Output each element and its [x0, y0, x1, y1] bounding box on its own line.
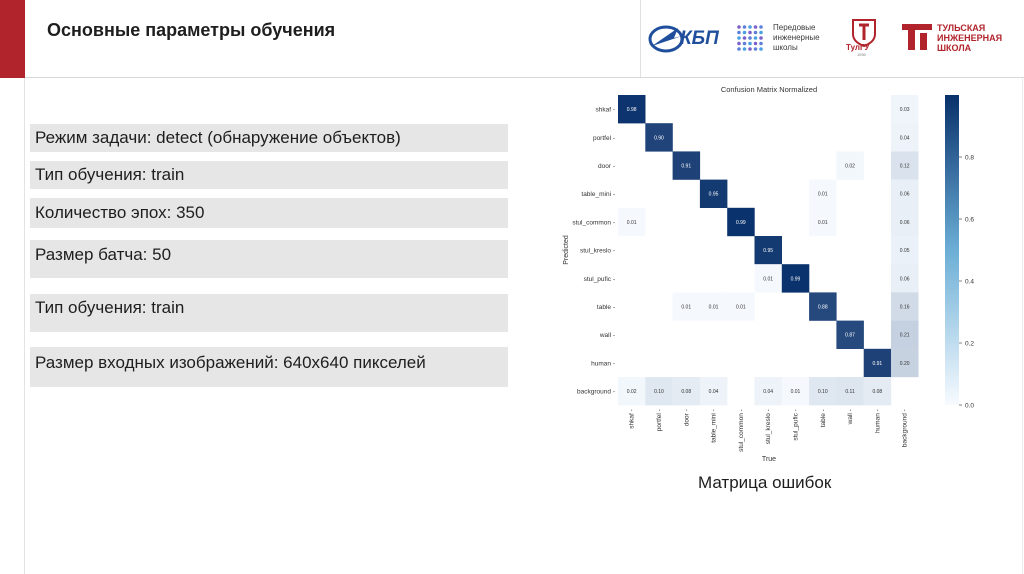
- pish-dot: [759, 31, 763, 35]
- pish-dot: [754, 25, 758, 29]
- cell-value-label: 0.01: [817, 191, 828, 198]
- y-tick-label: wall -: [599, 332, 615, 340]
- colorbar-tick-label: 0.6: [965, 216, 975, 224]
- cell-value-label: 0.12: [899, 163, 910, 170]
- y-tick-label: shkaf -: [595, 106, 615, 114]
- pish-dot: [743, 47, 747, 51]
- confusion-matrix-chart: [555, 80, 995, 470]
- cell-value-label: 0.21: [899, 332, 910, 339]
- cell-value-label: 0.90: [654, 135, 664, 142]
- cell-value-label: 0.99: [735, 219, 746, 226]
- cell-value-label: 0.91: [872, 360, 883, 367]
- chart-caption: Матрица ошибок: [698, 473, 832, 492]
- header-divider-line: [25, 77, 1024, 78]
- tis-logo-text: ТУЛЬСКАЯ ИНЖЕНЕРНАЯ ШКОЛА: [937, 23, 1003, 53]
- cell-value-label: 0.04: [708, 389, 719, 396]
- cell-value-label: 0.98: [626, 107, 637, 114]
- y-tick-label: table_mini -: [581, 191, 615, 199]
- param-image-size: Размер входных изображений: 640x640 пикселей: [30, 347, 508, 387]
- x-tick-label: background -: [901, 409, 909, 448]
- cell-value-label: 0.01: [763, 276, 774, 283]
- colorbar-tick-label: 0.2: [965, 340, 975, 348]
- cell-value-label: 0.87: [845, 332, 855, 339]
- cell-value-label: 0.01: [708, 304, 719, 311]
- cell-value-label: 0.06: [899, 276, 910, 283]
- cell-value-label: 0.01: [817, 219, 828, 226]
- cell-value-label: 0.06: [899, 191, 910, 198]
- x-tick-label: shkaf -: [628, 409, 636, 429]
- chart-xlabel: True: [761, 456, 777, 463]
- colorbar: [945, 95, 959, 405]
- cell-value-label: 0.16: [899, 304, 910, 311]
- y-tick-label: background -: [577, 388, 615, 396]
- pish-dot: [759, 42, 763, 46]
- cell-value-label: 0.91: [681, 163, 692, 170]
- pish-dot: [737, 47, 741, 51]
- cell-value-label: 0.08: [681, 389, 692, 396]
- cell-value-label: 0.10: [654, 389, 664, 396]
- tulgu-logo-text: ТулГУ: [846, 43, 870, 52]
- x-tick-label: wall -: [847, 409, 855, 425]
- cell-value-label: 0.95: [708, 191, 719, 198]
- x-tick-label: stul_common -: [737, 409, 745, 452]
- pish-dot: [743, 31, 747, 35]
- cell-value-label: 0.04: [899, 135, 910, 142]
- header-vertical-divider: [640, 0, 641, 77]
- y-tick-label: portfel -: [592, 134, 615, 142]
- cell-value-label: 0.01: [735, 304, 746, 311]
- x-tick-label: table -: [819, 409, 827, 428]
- pish-dot: [737, 25, 741, 29]
- cell-value-label: 0.01: [790, 389, 801, 396]
- cell-value-label: 0.11: [845, 389, 855, 396]
- right-border-line: [1022, 78, 1023, 574]
- pish-dot: [743, 42, 747, 46]
- page-title: Основные параметры обучения: [47, 20, 336, 40]
- cell-value-label: 0.05: [899, 248, 910, 255]
- colorbar-tick-label: 0.0: [965, 402, 975, 410]
- pish-dot: [759, 25, 763, 29]
- y-tick-label: stul_common -: [572, 219, 615, 227]
- pish-dot: [737, 31, 741, 35]
- pish-dot: [759, 47, 763, 51]
- pish-dot: [754, 42, 758, 46]
- cell-value-label: 0.02: [626, 389, 637, 396]
- left-border-line: [24, 78, 25, 574]
- y-tick-label: door -: [598, 163, 615, 170]
- pish-dot: [748, 25, 752, 29]
- cell-value-label: 0.20: [899, 360, 910, 367]
- pish-dot: [754, 47, 758, 51]
- pish-dot: [748, 47, 752, 51]
- pish-dot: [754, 31, 758, 35]
- pish-dot: [743, 25, 747, 29]
- pish-dot: [754, 36, 758, 40]
- cell-value-label: 0.01: [681, 304, 692, 311]
- cell-value-label: 0.10: [817, 389, 828, 396]
- param-train-type-2: Тип обучения: train: [30, 294, 508, 332]
- tulgu-year: 1930: [857, 52, 866, 57]
- colorbar-tick-label: 0.4: [965, 278, 975, 286]
- x-tick-label: human -: [874, 409, 882, 434]
- cell-value-label: 0.06: [899, 219, 910, 226]
- pish-logo-text: Передовые инженерные школы: [773, 23, 820, 52]
- x-tick-label: stul_pufic -: [792, 409, 800, 441]
- y-tick-label: stul_pufic -: [583, 275, 615, 283]
- pish-dot: [748, 36, 752, 40]
- cell-value-label: 0.08: [872, 389, 883, 396]
- pish-dot: [737, 36, 741, 40]
- pish-dot: [737, 42, 741, 46]
- colorbar-tick-label: 0.8: [965, 154, 975, 162]
- chart-title: Confusion Matrix Normalized: [720, 85, 818, 94]
- pish-dot: [748, 31, 752, 35]
- cell-value-label: 0.88: [817, 304, 828, 311]
- param-epochs: Количество эпох: 350: [30, 198, 508, 228]
- cell-value-label: 0.02: [845, 163, 855, 170]
- chart-ylabel: Predicted: [563, 235, 570, 265]
- y-tick-label: stul_kreslo -: [579, 247, 615, 255]
- cell-value-label: 0.99: [790, 276, 801, 283]
- param-batch-size: Размер батча: 50: [30, 240, 508, 278]
- cell-value-label: 0.01: [626, 219, 637, 226]
- param-train-type: Тип обучения: train: [30, 161, 508, 189]
- param-task-mode: Режим задачи: detect (обнаружение объектов): [30, 124, 508, 152]
- x-tick-label: door -: [683, 409, 691, 427]
- y-tick-label: human -: [591, 360, 615, 368]
- kbp-logo-text: КБП: [680, 28, 719, 49]
- pish-dot: [743, 36, 747, 40]
- cell-value-label: 0.95: [763, 248, 774, 255]
- cell-value-label: 0.03: [899, 107, 910, 114]
- pish-logo-icon: [736, 24, 764, 52]
- pish-dot: [748, 42, 752, 46]
- y-tick-label: table -: [596, 304, 615, 311]
- tis-logo-icon: [902, 24, 932, 50]
- cell-value-label: 0.04: [763, 389, 774, 396]
- pish-dot: [759, 36, 763, 40]
- x-tick-label: portfel -: [655, 409, 663, 432]
- accent-bar: [0, 0, 25, 78]
- x-tick-label: stul_kreslo -: [765, 409, 773, 445]
- x-tick-label: table_mini -: [710, 409, 718, 443]
